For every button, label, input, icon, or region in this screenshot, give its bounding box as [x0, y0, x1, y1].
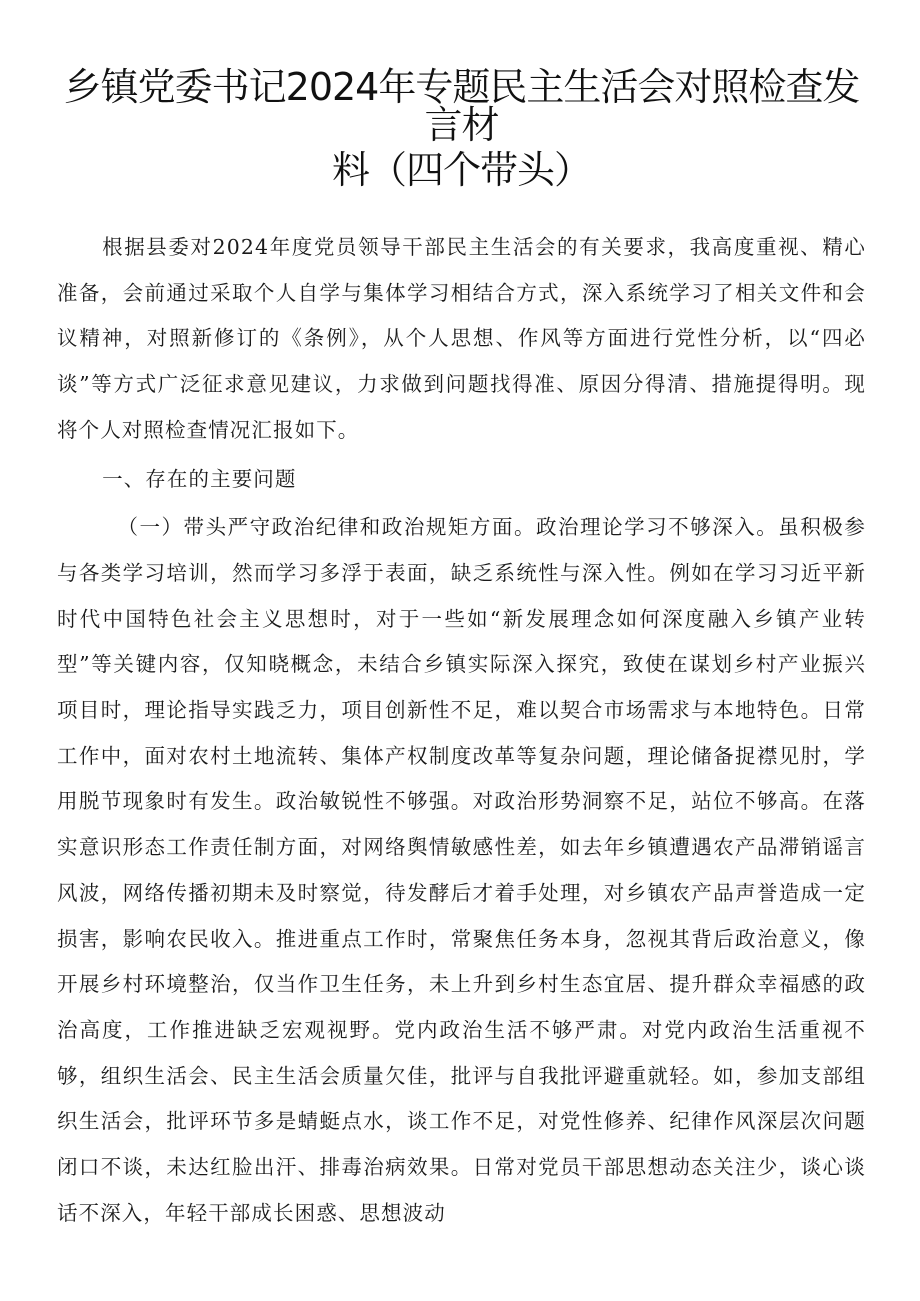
section-heading-main-problems: 一、存在的主要问题	[102, 466, 297, 491]
intro-paragraph: 根据县委对2024年度党员领导干部民主生活会的有关要求，我高度重视、精心准备，会前通过采取个人自学与集体学习相结合方式，深入系统学习了相关文件和会议精神，对照新修订的《条例》，从个人思想、作风等方面进行党性分析，以“四必谈”等方式广泛征求意见建议，力求做到问题找得准、原因分得清、措施提得明。现将个人对照检查情况汇报如下。	[57, 235, 866, 442]
document-title	[57, 65, 866, 211]
subsection-political-discipline-paragraph: （一）带头严守政治纪律和政治规矩方面。政治理论学习不够深入。虽积极参与各类学习培训，然而学习多浮于表面，缺乏系统性与深入性。例如在学习习近平新时代中国特色社会主义思想时，对于一些如“新发展理念如何深度融入乡镇产业转型”等关键内容，仅知晓概念，未结合乡镇实际深入探究，致使在谋划乡村产业振兴项目时，理论指导实践乏力，项目创新性不足，难以契合市场需求与本地特色。日常工作中，面对农村土地流转、集体产权制度改革等复杂问题，理论储备捉襟见肘，学用脱节现象时有发生。政治敏锐性不够强。对政治形势洞察不足，站位不够高。在落实意识形态工作责任制方面，对网络舆情敏感性差，如去年乡镇遭遇农产品滞销谣言风波，网络传播初期未及时察觉，待发酵后才着手处理，对乡镇农产品声誉造成一定损害，影响农民收入。推进重点工作时，常聚焦任务本身，忽视其背后政治意义，像开展乡村环境整治，仅当作卫生任务，未上升到乡村生态宜居、提升群众幸福感的政治高度，工作推进缺乏宏观视野。党内政治生活不够严肃。对党内政治生活重视不够，组织生活会、民主生活会质量欠佳，批评与自我批评避重就轻。如，参加支部组织生活会，批评环节多是蜻蜓点水，谈工作不足，对党性修养、纪律作风深层次问题闭口不谈，未达红脸出汗、排毒治病效果。日常对党员干部思想动态关注少，谈心谈话不深入，年轻干部成长困惑、思想波动	[57, 515, 866, 1225]
document-title-line-1: 乡镇党委书记2024年专题民主生活会对照检查发言材	[63, 65, 860, 147]
document-title-line-2: 料（四个带头）	[331, 148, 591, 192]
